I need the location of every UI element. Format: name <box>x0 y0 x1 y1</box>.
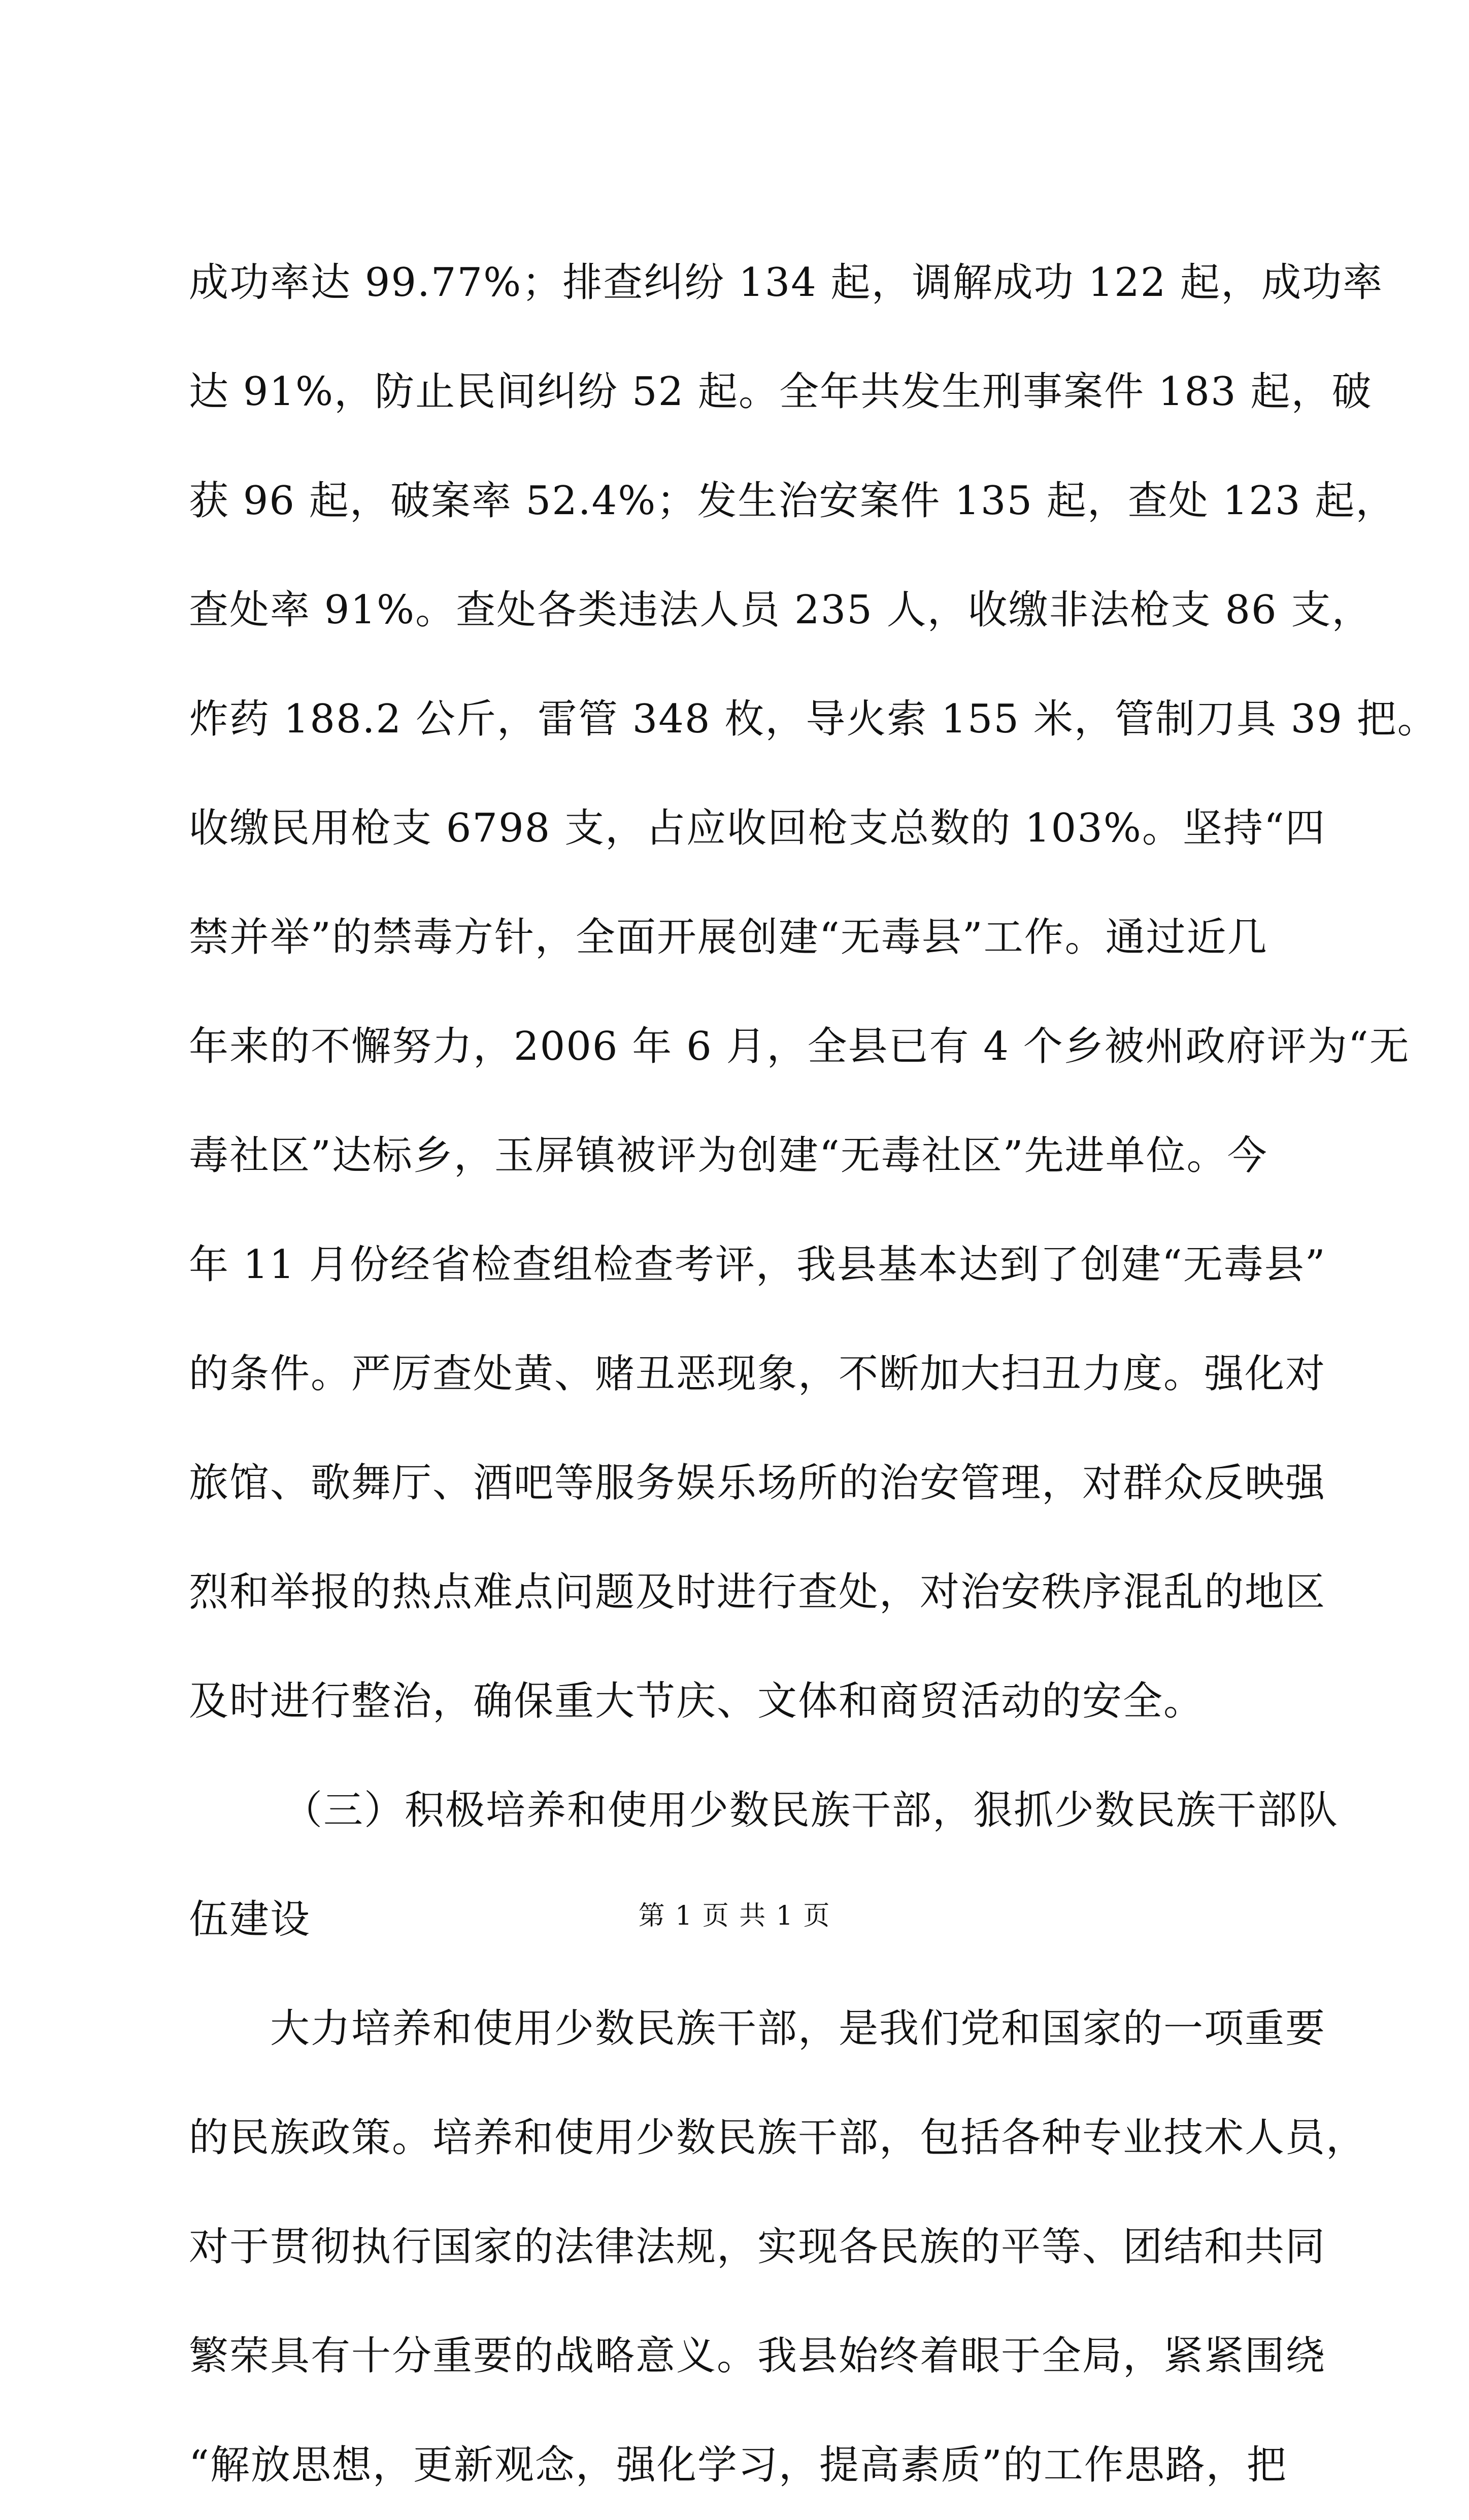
text-line: 毒社区”达标乡，玉屏镇被评为创建“无毒社区”先进单位。今 <box>189 1133 1268 1179</box>
document-body <box>189 228 1438 2520</box>
text-line: 禁并举”的禁毒方针，全面开展创建“无毒县”工作。通过近几 <box>189 915 1268 960</box>
text-line: 达 91%，防止民间纠纷 52 起。全年共发生刑事案件 183 起，破 <box>189 369 1373 415</box>
text-line: 查处率 91%。查处各类违法人员 235 人，收缴非法枪支 86 支， <box>189 587 1373 633</box>
text-line: 及时进行整治，确保重大节庆、文体和商贸活动的安全。 <box>189 1678 1205 1724</box>
text-line: 的条件。严厉查处黄、赌丑恶现象，不断加大扫丑力度。强化对 <box>189 1351 1326 1397</box>
section-heading-continued: 伍建设 <box>189 1897 311 1942</box>
text-line: 成功率达 99.77%；排查纠纷 134 起，调解成功 122 起，成功率 <box>189 260 1384 306</box>
text-line: 收缴民用枪支 6798 支，占应收回枪支总数的 103%。坚持“四 <box>189 805 1326 851</box>
text-line: 获 96 起，破案率 52.4%；发生治安案件 135 起，查处 123 起， <box>189 478 1396 524</box>
text-line: 对于贯彻执行国家的法律法规，实现各民族的平等、团结和共同 <box>189 2224 1326 2270</box>
text-line: 年来的不懈努力，2006 年 6 月，全县已有 4 个乡被州政府评为“无 <box>189 1024 1410 1069</box>
page-footer: 第 1 页 共 1 页 <box>638 1901 831 1931</box>
text-line: 烈和举报的热点难点问题及时进行查处，对治安秩序混乱的地区 <box>189 1569 1326 1615</box>
paragraph-first-line: 大力培养和使用少数民族干部，是我们党和国家的一项重要 <box>270 2006 1326 2052</box>
text-line: “解放思想，更新观念，强化学习，提高素质”的工作思路，把 <box>189 2442 1287 2488</box>
text-line: 年 11 月份经省检查组检查考评，我县基本达到了创建“无毒县” <box>189 1242 1326 1288</box>
text-line: 炸药 188.2 公斤，雷管 348 枚，导火索 155 米，管制刀具 39 把。 <box>189 696 1438 742</box>
text-line: 繁荣具有十分重要的战略意义。我县始终着眼于全局，紧紧围绕 <box>189 2333 1326 2379</box>
section-heading: （三）积极培养和使用少数民族干部，狠抓少数民族干部队 <box>283 1788 1339 1833</box>
text-line: 旅馆、歌舞厅、酒吧等服务娱乐场所的治安管理，对群众反映强 <box>189 1460 1326 1506</box>
text-line: 的民族政策。培养和使用少数民族干部，包括各种专业技术人员， <box>189 2115 1367 2161</box>
